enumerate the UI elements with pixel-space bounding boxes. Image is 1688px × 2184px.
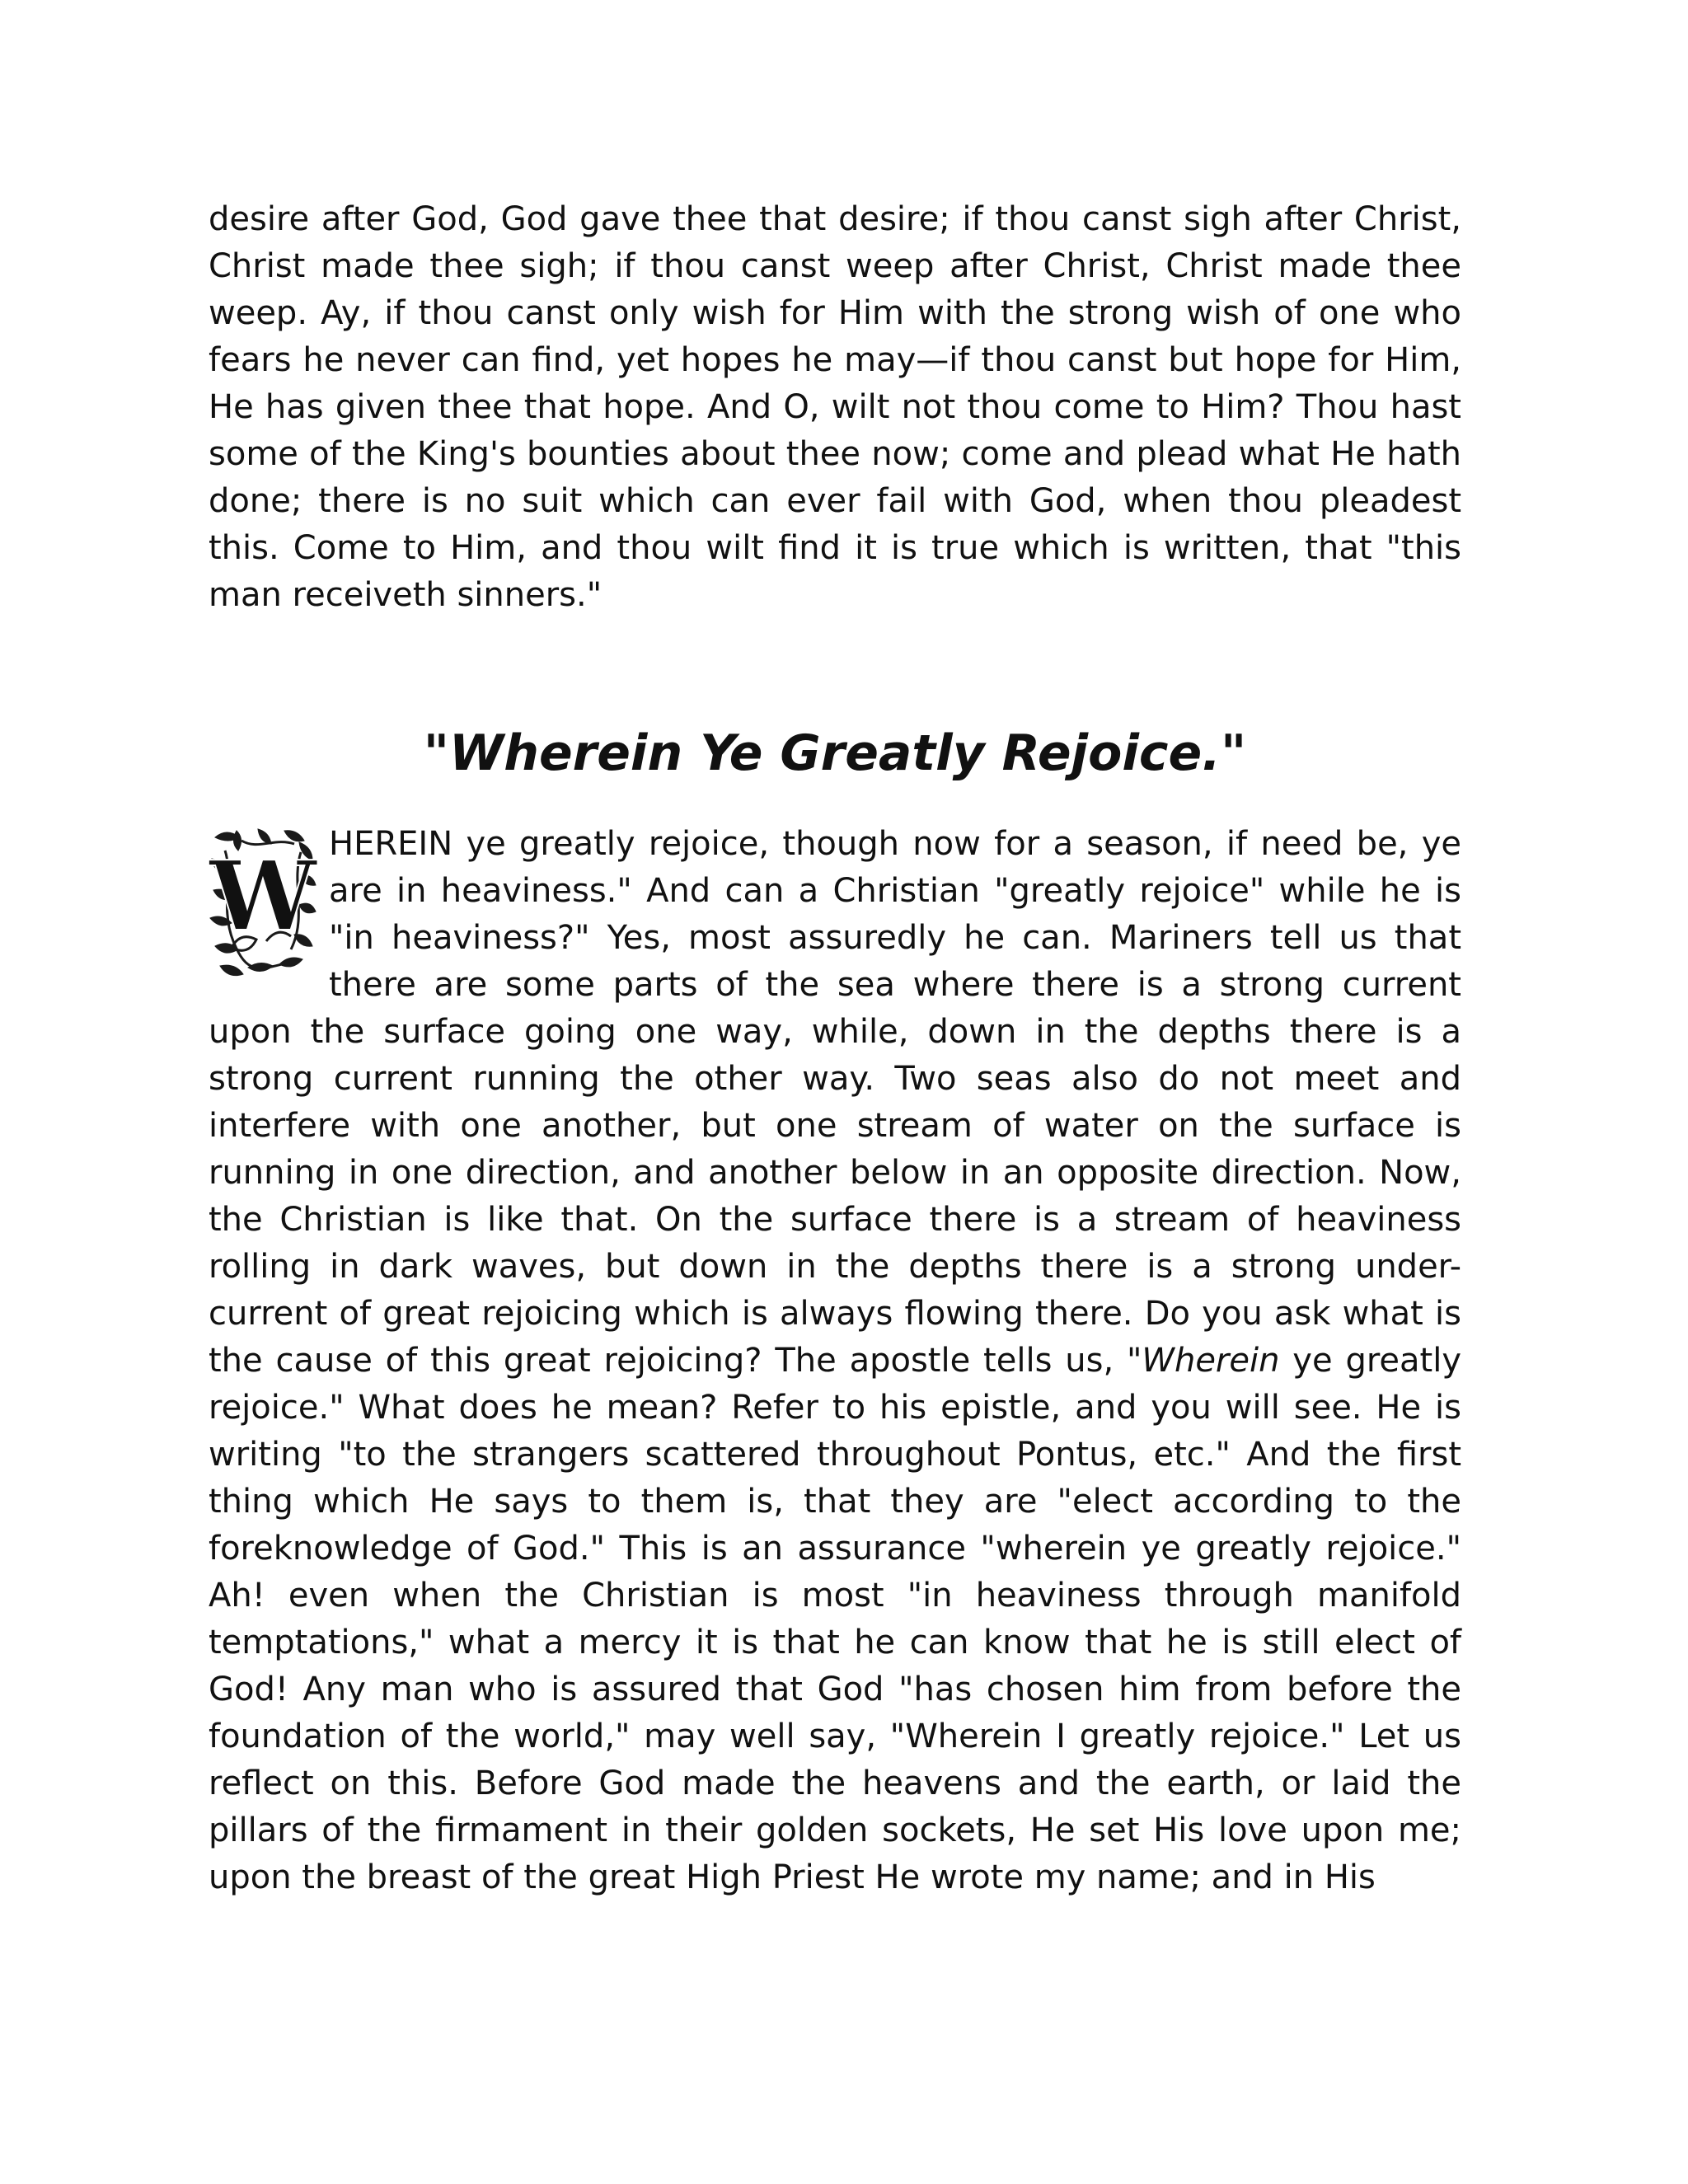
paragraph-text-part1: HEREIN ye greatly rejoice, though now for a season, if need be, ye are in heaviness." And can a Christian "greatly rejoice" while he is "in heaviness?" Yes, most assuredly he can. Mariners tell us that there are some parts of the sea where there is a strong current upon the surface going one way, while, down in the depths there is a strong current running the other way. Two seas also do not meet and interfere with one another, but one stream of water on the surface is running in one direction, and another below in an opposite direction. Now, the Christian is like that. On the surface there is a stream of heaviness rolling in dark waves, but down in the depths there is a strong under-current of great rejoicing which is always flowing there. Do you ask what is the cause of this great rejoicing? The apostle tells us, " [209,825,1461,1380]
drop-cap-ornament [209,826,317,979]
continuation-paragraph: desire after God, God gave thee that desire; if thou canst sigh after Christ, Christ made thee sigh; if thou canst weep after Christ, Christ made thee weep. Ay, if thou canst only wish for Him with the strong wish of one who fears he never can find, yet hopes he may—if thou canst but hope for Him, He has given thee that hope. And O, wilt not thou come to Him? Thou hast some of the King's bounties about thee now; come and plead what He hath done; there is no suit which can ever fail with God, when thou pleadest this. Come to Him, and thou wilt find it is true which is written, that "this man receiveth sinners." [209,200,1461,614]
paragraph-text-part2: ye greatly rejoice." What does he mean? Refer to his epistle, and you will see. He is writing "to the strangers scattered throughout Pontus, etc." And the first thing which He says to them is, that they are "elect according to the foreknowledge of God." This is an assurance "wherein ye greatly rejoice." Ah! even when the Christian is most "in heaviness through manifold temptations," what a mercy it is that he can know that he is still elect of God! Any man who is assured that God "has chosen him from before the foundation of the world," may well say, "Wherein I greatly rejoice." Let us reflect on this. Before God made the heavens and the earth, or laid the pillars of the firmament in their golden sockets, He set His love upon me; upon the breast of the great High Priest He wrote my name; and in His [209,1342,1461,1896]
document-page [209,196,1461,1901]
section-paragraph [209,821,1461,1901]
paragraph-italic-word: Wherein [1142,1342,1280,1380]
drop-cap-letter: W [209,841,317,953]
section-title: "Wherein Ye Greatly Rejoice." [423,724,1247,782]
